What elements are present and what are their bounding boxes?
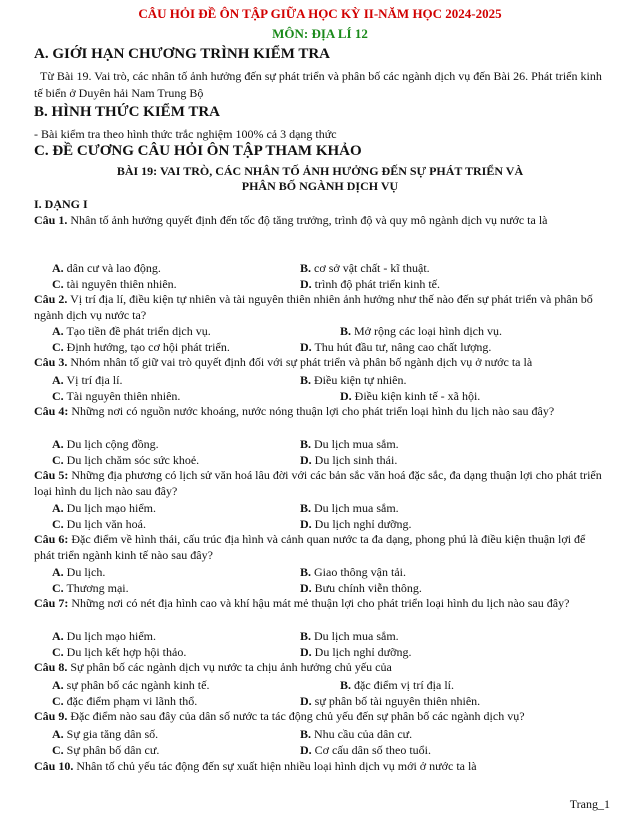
option-letter: D. bbox=[300, 694, 312, 708]
question-number: Câu 2. bbox=[34, 292, 68, 306]
option-text: sự phân bố các ngành kinh tế. bbox=[63, 678, 210, 692]
answer-option bbox=[52, 628, 156, 644]
option-letter: A. bbox=[52, 501, 64, 515]
question-text: Những nơi có nét địa hình cao và khí hậu mát mẻ thuận lợi cho phát triển loại hình du lịch nào sau đây? bbox=[68, 596, 570, 610]
question-number: Câu 10. bbox=[34, 759, 74, 773]
option-letter: B. bbox=[340, 678, 352, 692]
option-text: Du lịch. bbox=[63, 565, 106, 579]
answer-option bbox=[52, 580, 129, 596]
option-letter: C. bbox=[52, 453, 64, 467]
question-number: Câu 9. bbox=[34, 709, 68, 723]
answer-option bbox=[52, 693, 197, 709]
option-text: Du lịch văn hoá. bbox=[63, 517, 146, 531]
question-7 bbox=[34, 595, 609, 611]
part-heading: I. DẠNG I bbox=[34, 197, 88, 211]
option-letter: A. bbox=[52, 629, 64, 643]
option-text: Du lịch cộng đồng. bbox=[63, 437, 159, 451]
question-text: Sự phân bố các ngành dịch vụ nước ta chịu ảnh hưởng chủ yếu của bbox=[67, 660, 392, 674]
answer-option bbox=[52, 436, 159, 452]
option-letter: D. bbox=[300, 517, 312, 531]
option-text: Mở rộng các loại hình dịch vụ. bbox=[351, 324, 502, 338]
option-text: Du lịch nghỉ dưỡng. bbox=[311, 645, 412, 659]
question-9 bbox=[34, 708, 609, 724]
answer-option bbox=[340, 677, 454, 693]
question-text: Đặc điểm nào sau đây của dân số nước ta tác động chủ yếu đến sự phân bố các ngành dịch vụ? bbox=[67, 709, 525, 723]
option-text: Du lịch mua sắm. bbox=[311, 629, 399, 643]
question-number: Câu 4: bbox=[34, 404, 69, 418]
answer-option bbox=[300, 500, 399, 516]
option-text: Du lịch chăm sóc sức khoẻ. bbox=[63, 453, 200, 467]
question-1 bbox=[34, 212, 609, 228]
question-number: Câu 7: bbox=[34, 596, 69, 610]
answer-option bbox=[52, 500, 156, 516]
answer-option bbox=[300, 628, 399, 644]
option-letter: B. bbox=[340, 324, 352, 338]
option-letter: B. bbox=[300, 437, 312, 451]
option-letter: C. bbox=[52, 517, 64, 531]
option-letter: D. bbox=[300, 645, 312, 659]
answer-option bbox=[52, 388, 180, 404]
question-3 bbox=[34, 354, 609, 370]
option-letter: A. bbox=[52, 437, 64, 451]
answer-option bbox=[52, 260, 161, 276]
option-letter: C. bbox=[52, 694, 64, 708]
option-letter: C. bbox=[52, 581, 64, 595]
option-letter: A. bbox=[52, 727, 64, 741]
answer-option bbox=[52, 452, 199, 468]
option-text: Du lịch mạo hiểm. bbox=[63, 501, 156, 515]
answer-option bbox=[52, 372, 122, 388]
question-8 bbox=[34, 659, 609, 675]
question-text: Nhân tố ảnh hưởng quyết định đến tốc độ tăng trưởng, trình độ và quy mô ngành dịch vụ nước ta là bbox=[67, 213, 548, 227]
question-number: Câu 1. bbox=[34, 213, 68, 227]
question-number: Câu 3. bbox=[34, 355, 68, 369]
option-text: đặc điểm phạm vi lãnh thổ. bbox=[63, 694, 198, 708]
option-text: đặc điểm vị trí địa lí. bbox=[351, 678, 454, 692]
option-text: dân cư và lao động. bbox=[63, 261, 161, 275]
section-a-text: Từ Bài 19. Vai trò, các nhân tố ảnh hưởng đến sự phát triển và phân bố các ngành dịch vụ đến Bài 26. Phát triển kinh tế biển ở Duyên hải Nam Trung Bộ bbox=[34, 69, 602, 100]
option-letter: A. bbox=[52, 565, 64, 579]
option-letter: B. bbox=[300, 629, 312, 643]
question-2 bbox=[34, 291, 609, 323]
option-text: Du lịch mạo hiểm. bbox=[63, 629, 156, 643]
option-text: Tài nguyên thiên nhiên. bbox=[63, 389, 181, 403]
answer-option bbox=[300, 564, 406, 580]
option-text: Du lịch kết hợp hội thảo. bbox=[63, 645, 187, 659]
option-text: Vị trí địa lí. bbox=[63, 373, 123, 387]
option-letter: A. bbox=[52, 261, 64, 275]
page-number: Trang_1 bbox=[569, 797, 610, 811]
option-text: Du lịch mua sắm. bbox=[311, 501, 399, 515]
option-text: Sự gia tăng dân số. bbox=[63, 727, 159, 741]
option-letter: A. bbox=[52, 373, 64, 387]
answer-option bbox=[300, 339, 491, 355]
answer-option bbox=[300, 516, 412, 532]
answer-option bbox=[52, 726, 158, 742]
question-text: Vị trí địa lí, điều kiện tự nhiên và tài nguyên thiên nhiên ảnh hưởng như thế nào đến sự phát triển và phân bố ngành dịch vụ nước ta? bbox=[34, 292, 593, 322]
option-letter: D. bbox=[340, 389, 352, 403]
option-letter: A. bbox=[52, 324, 64, 338]
option-letter: C. bbox=[52, 389, 64, 403]
answer-option bbox=[300, 452, 397, 468]
document-title: CÂU HỎI ĐỀ ÔN TẬP GIỮA HỌC KỲ II-NĂM HỌC 2024-2025 bbox=[138, 6, 502, 21]
lesson-title-line2: PHÂN BỐ NGÀNH DỊCH VỤ bbox=[241, 179, 399, 193]
answer-option bbox=[52, 564, 105, 580]
option-letter: D. bbox=[300, 277, 312, 291]
option-letter: B. bbox=[300, 565, 312, 579]
option-text: sự phân bố tài nguyên thiên nhiên. bbox=[311, 694, 481, 708]
option-text: Tạo tiền đề phát triển dịch vụ. bbox=[63, 324, 211, 338]
option-letter: B. bbox=[300, 373, 312, 387]
answer-option bbox=[300, 742, 431, 758]
option-text: Cơ cấu dân số theo tuổi. bbox=[311, 743, 431, 757]
question-4 bbox=[34, 403, 609, 419]
answer-option bbox=[52, 644, 186, 660]
option-letter: D. bbox=[300, 453, 312, 467]
answer-option bbox=[340, 323, 502, 339]
option-text: Điều kiện kinh tế - xã hội. bbox=[351, 389, 481, 403]
section-b-text: - Bài kiểm tra theo hình thức trắc nghiệm 100% cả 3 dạng thức bbox=[34, 127, 337, 141]
question-text: Đặc điểm về hình thái, cấu trúc địa hình và cảnh quan nước ta đa dạng, phong phú là điều kiện thuận lợi để phát triển ngành kinh tế nào sau đây? bbox=[34, 532, 586, 562]
option-text: cơ sở vật chất - kĩ thuật. bbox=[311, 261, 430, 275]
answer-option bbox=[52, 677, 209, 693]
answer-option bbox=[300, 260, 430, 276]
subject-title: MÔN: ĐỊA LÍ 12 bbox=[272, 26, 368, 41]
question-text: Nhân tố chủ yếu tác động đến sự xuất hiện nhiều loại hình dịch vụ mới ở nước ta là bbox=[73, 759, 477, 773]
option-letter: C. bbox=[52, 645, 64, 659]
answer-option bbox=[300, 580, 422, 596]
option-text: trình độ phát triển kinh tế. bbox=[311, 277, 440, 291]
lesson-title-line1: BÀI 19: VAI TRÒ, CÁC NHÂN TỐ ẢNH HƯỞNG ĐẾN SỰ PHÁT TRIỂN VÀ bbox=[116, 164, 524, 178]
option-letter: C. bbox=[52, 277, 64, 291]
option-letter: D. bbox=[300, 581, 312, 595]
option-letter: B. bbox=[300, 727, 312, 741]
option-text: Du lịch mua sắm. bbox=[311, 437, 399, 451]
option-letter: C. bbox=[52, 743, 64, 757]
option-text: Sự phân bố dân cư. bbox=[63, 743, 160, 757]
question-10 bbox=[34, 758, 609, 774]
option-letter: D. bbox=[300, 340, 312, 354]
answer-option bbox=[300, 726, 412, 742]
question-number: Câu 8. bbox=[34, 660, 68, 674]
question-number: Câu 6: bbox=[34, 532, 69, 546]
answer-option bbox=[300, 693, 480, 709]
option-text: Nhu cầu của dân cư. bbox=[311, 727, 413, 741]
option-letter: D. bbox=[300, 743, 312, 757]
option-text: Thương mại. bbox=[63, 581, 129, 595]
option-text: tài nguyên thiên nhiên. bbox=[63, 277, 177, 291]
option-letter: B. bbox=[300, 261, 312, 275]
question-text: Những nơi có nguồn nước khoáng, nước nóng thuận lợi cho phát triển loại hình du lịch nào sau đây? bbox=[68, 404, 555, 418]
answer-option bbox=[300, 372, 407, 388]
answer-option bbox=[300, 436, 399, 452]
answer-option bbox=[300, 276, 440, 292]
question-5 bbox=[34, 467, 609, 499]
option-text: Bưu chính viễn thông. bbox=[311, 581, 422, 595]
answer-option bbox=[52, 323, 211, 339]
option-text: Du lịch nghỉ dưỡng. bbox=[311, 517, 412, 531]
option-letter: B. bbox=[300, 501, 312, 515]
answer-option bbox=[52, 276, 177, 292]
question-6 bbox=[34, 531, 609, 563]
section-c-heading: C. ĐỀ CƯƠNG CÂU HỎI ÔN TẬP THAM KHẢO bbox=[34, 143, 362, 159]
section-b-heading: B. HÌNH THỨC KIỂM TRA bbox=[34, 104, 220, 120]
answer-option bbox=[52, 742, 159, 758]
question-text: Nhóm nhân tố giữ vai trò quyết định đối với sự phát triển và phân bố ngành dịch vụ ở nước ta là bbox=[67, 355, 533, 369]
option-text: Điều kiện tự nhiên. bbox=[311, 373, 407, 387]
option-text: Định hướng, tạo cơ hội phát triển. bbox=[63, 340, 230, 354]
answer-option bbox=[52, 516, 146, 532]
answer-option bbox=[52, 339, 230, 355]
answer-option bbox=[300, 644, 412, 660]
question-text: Những địa phương có lịch sử văn hoá lâu đời với các bản sắc văn hoá đặc sắc, đa dạng thuận lợi cho phát triển loại hình du lịch nào sau đây? bbox=[34, 468, 602, 498]
option-text: Du lịch sinh thái. bbox=[311, 453, 398, 467]
section-a-heading: A. GIỚI HẠN CHƯƠNG TRÌNH KIỂM TRA bbox=[34, 46, 331, 62]
answer-option bbox=[340, 388, 480, 404]
option-text: Giao thông vận tải. bbox=[311, 565, 406, 579]
option-letter: A. bbox=[52, 678, 64, 692]
question-number: Câu 5: bbox=[34, 468, 69, 482]
option-text: Thu hút đầu tư, nâng cao chất lượng. bbox=[311, 340, 492, 354]
option-letter: C. bbox=[52, 340, 64, 354]
